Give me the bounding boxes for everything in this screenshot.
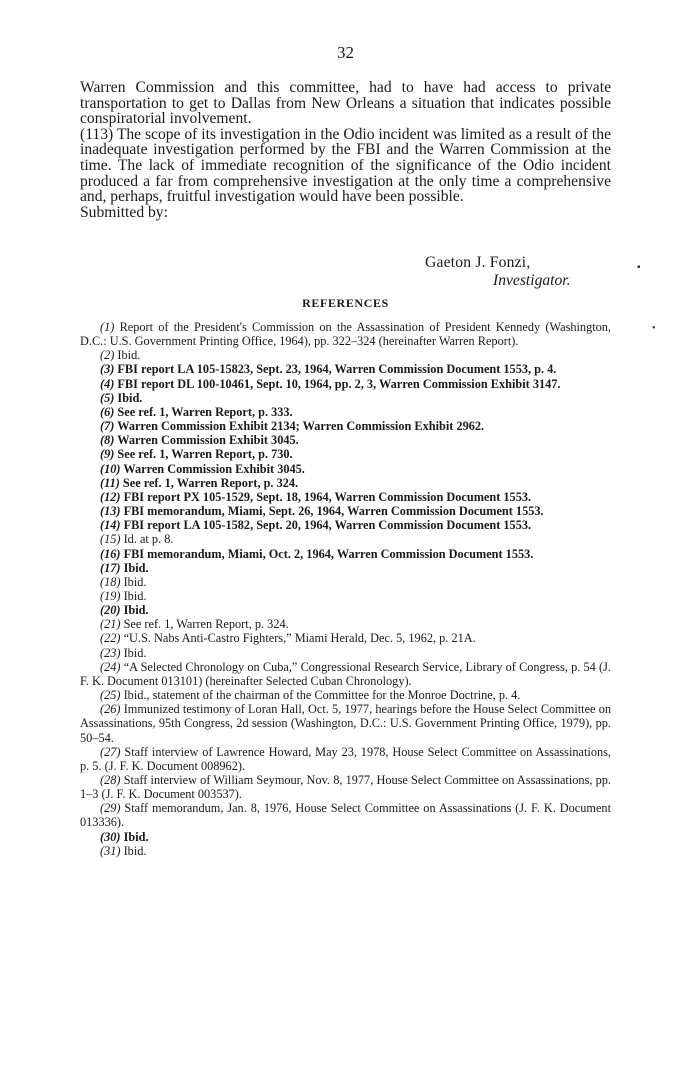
reference-text: Report of the President's Commission on the Assassination of President Kennedy (Washington, D.C.: U.S. Government Printing Office, 1964), pp. 322–324 (hereinafter Warren Report).: [80, 320, 612, 349]
reference-number: (21): [100, 617, 121, 632]
reference-text: Staff memorandum, Jan. 8, 1976, House Select Committee on Assassinations (J. F. K. Document 013336).: [80, 801, 611, 830]
reference-item: [80, 476, 611, 490]
reference-item: [80, 391, 611, 405]
reference-number: (4): [100, 376, 115, 391]
reference-text: Immunized testimony of Loran Hall, Oct. 5, 1977, hearings before the House Select Committee on Assassinations, 95th Congress, 2d session (Washington, D.C.: U.S. Government Printing Office, 1979), pp. 50–54.: [80, 702, 612, 745]
reference-text: Warren Commission Exhibit 3045.: [123, 461, 305, 476]
reference-text: FBI memorandum, Miami, Sept. 26, 1964, Warren Commission Document 1553.: [123, 504, 544, 519]
reference-text: Warren Commission Exhibit 3045.: [117, 433, 299, 448]
reference-item: [80, 773, 611, 801]
body-text: [80, 80, 611, 220]
reference-number: (19): [100, 588, 121, 603]
page-number: 32: [337, 43, 354, 62]
reference-text: FBI report PX 105-1529, Sept. 18, 1964, Warren Commission Document 1553.: [123, 489, 532, 504]
reference-item: [80, 844, 611, 858]
reference-item: [80, 320, 611, 348]
references-heading: REFERENCES: [302, 296, 389, 310]
reference-text: See ref. 1, Warren Report, p. 333.: [117, 404, 293, 419]
reference-item: [80, 405, 611, 419]
signature-block: [80, 254, 611, 290]
reference-number: (31): [100, 843, 121, 858]
reference-item: [80, 561, 611, 575]
reference-number: (9): [100, 447, 115, 462]
reference-item: [80, 504, 611, 518]
reference-item: [80, 589, 611, 603]
reference-text: Ibid.: [117, 348, 141, 363]
reference-item: [80, 631, 611, 645]
reference-number: (3): [100, 362, 115, 377]
reference-text: Staff interview of Lawrence Howard, May 23, 1978, House Select Committee on Assassinations, p. 5. (J. F. K. Document 008962).: [80, 744, 611, 773]
reference-number: (10): [100, 461, 121, 476]
reference-number: (16): [100, 546, 121, 561]
reference-item: [80, 447, 611, 461]
reference-number: (5): [100, 390, 115, 405]
reference-item: [80, 603, 611, 617]
reference-number: (22): [100, 631, 121, 646]
reference-item: [80, 362, 611, 376]
reference-text: FBI report DL 100-10461, Sept. 10, 1964, pp. 2, 3, Warren Commission Exhibit 3147.: [117, 376, 561, 391]
signature-title: Investigator.: [493, 272, 571, 289]
reference-number: (29): [100, 801, 121, 816]
reference-text: See ref. 1, Warren Report, p. 324.: [123, 617, 289, 632]
reference-item: [80, 419, 611, 433]
body-paragraph-1: Warren Commission and this committee, had to have had access to private transportation to get to Dallas from New Orleans a situation that indicates possible conspiratorial involvement.: [80, 79, 611, 128]
reference-number: (17): [100, 560, 121, 575]
reference-item: [80, 532, 611, 546]
reference-text: Ibid.: [117, 390, 143, 405]
reference-number: (6): [100, 404, 115, 419]
reference-number: (11): [100, 475, 120, 490]
reference-number: (14): [100, 518, 121, 533]
reference-text: FBI report LA 105-1582, Sept. 20, 1964, Warren Commission Document 1553.: [123, 518, 532, 533]
reference-item: [80, 518, 611, 532]
reference-text: “U.S. Nabs Anti-Castro Fighters,” Miami Herald, Dec. 5, 1962, p. 21A.: [123, 631, 476, 646]
reference-text: FBI memorandum, Miami, Oct. 2, 1964, Warren Commission Document 1553.: [123, 546, 534, 561]
submitted-by: Submitted by:: [80, 203, 168, 221]
reference-number: (15): [100, 532, 121, 547]
reference-number: (25): [100, 688, 121, 703]
reference-item: [80, 745, 611, 773]
reference-number: (27): [100, 744, 121, 759]
reference-number: (30): [100, 829, 121, 844]
reference-number: (23): [100, 645, 121, 660]
reference-text: Ibid.: [123, 574, 147, 589]
reference-item: [80, 348, 611, 362]
reference-text: Warren Commission Exhibit 2134; Warren Commission Exhibit 2962.: [117, 419, 485, 434]
reference-text: Ibid.: [123, 645, 147, 660]
reference-text: See ref. 1, Warren Report, p. 324.: [122, 475, 299, 490]
margin-mark: •: [652, 323, 656, 334]
reference-text: Ibid., statement of the chairman of the Committee for the Monroe Doctrine, p. 4.: [123, 688, 521, 703]
reference-number: (12): [100, 489, 121, 504]
reference-number: (18): [100, 574, 121, 589]
margin-mark: ▪: [637, 262, 641, 273]
reference-item: [80, 801, 611, 829]
reference-item: [80, 377, 611, 391]
reference-item: [80, 462, 611, 476]
reference-number: (13): [100, 504, 121, 519]
reference-item: [80, 688, 611, 702]
body-paragraph-2: (113) The scope of its investigation in the Odio incident was limited as a result of the inadequate investigation performed by the FBI and the Warren Commission at the time. The lack of immediate recognition of the significance of the Odio incident produced a far from comprehensive investigation at the only time a comprehensive and, perhaps, fruitful investigation would have been possible.: [80, 125, 611, 206]
reference-number: (7): [100, 419, 115, 434]
reference-text: “A Selected Chronology on Cuba,” Congressional Research Service, Library of Congress, p. 54 (J. F. K. Document 013101) (hereinafter Selected Cuban Chronology).: [80, 659, 611, 688]
reference-text: Ibid.: [123, 603, 149, 618]
reference-item: [80, 830, 611, 844]
reference-text: See ref. 1, Warren Report, p. 730.: [117, 447, 293, 462]
references-list: [80, 320, 611, 858]
reference-text: Ibid.: [123, 560, 149, 575]
reference-text: Ibid.: [123, 829, 149, 844]
reference-text: Ibid.: [123, 843, 147, 858]
reference-text: FBI report LA 105-15823, Sept. 23, 1964, Warren Commission Document 1553, p. 4.: [117, 362, 557, 377]
reference-item: [80, 702, 611, 744]
reference-item: [80, 660, 611, 688]
reference-number: (2): [100, 348, 115, 363]
reference-number: (20): [100, 603, 121, 618]
reference-number: (24): [100, 659, 121, 674]
reference-number: (28): [100, 773, 121, 787]
reference-text: Staff interview of William Seymour, Nov. 8, 1977, House Select Committee on Assassinations, pp. 1–3 (J. F. K. Document 003537).: [80, 773, 611, 802]
reference-text: Id. at p. 8.: [123, 532, 174, 547]
reference-number: (8): [100, 433, 115, 448]
reference-number: (1): [100, 320, 115, 334]
reference-item: [80, 547, 611, 561]
reference-text: Ibid.: [123, 588, 147, 603]
reference-item: [80, 617, 611, 631]
reference-number: (26): [100, 702, 121, 717]
reference-item: [80, 490, 611, 504]
signature-name: Gaeton J. Fonzi,: [425, 254, 531, 271]
reference-item: [80, 575, 611, 589]
reference-item: [80, 646, 611, 660]
reference-item: [80, 433, 611, 447]
